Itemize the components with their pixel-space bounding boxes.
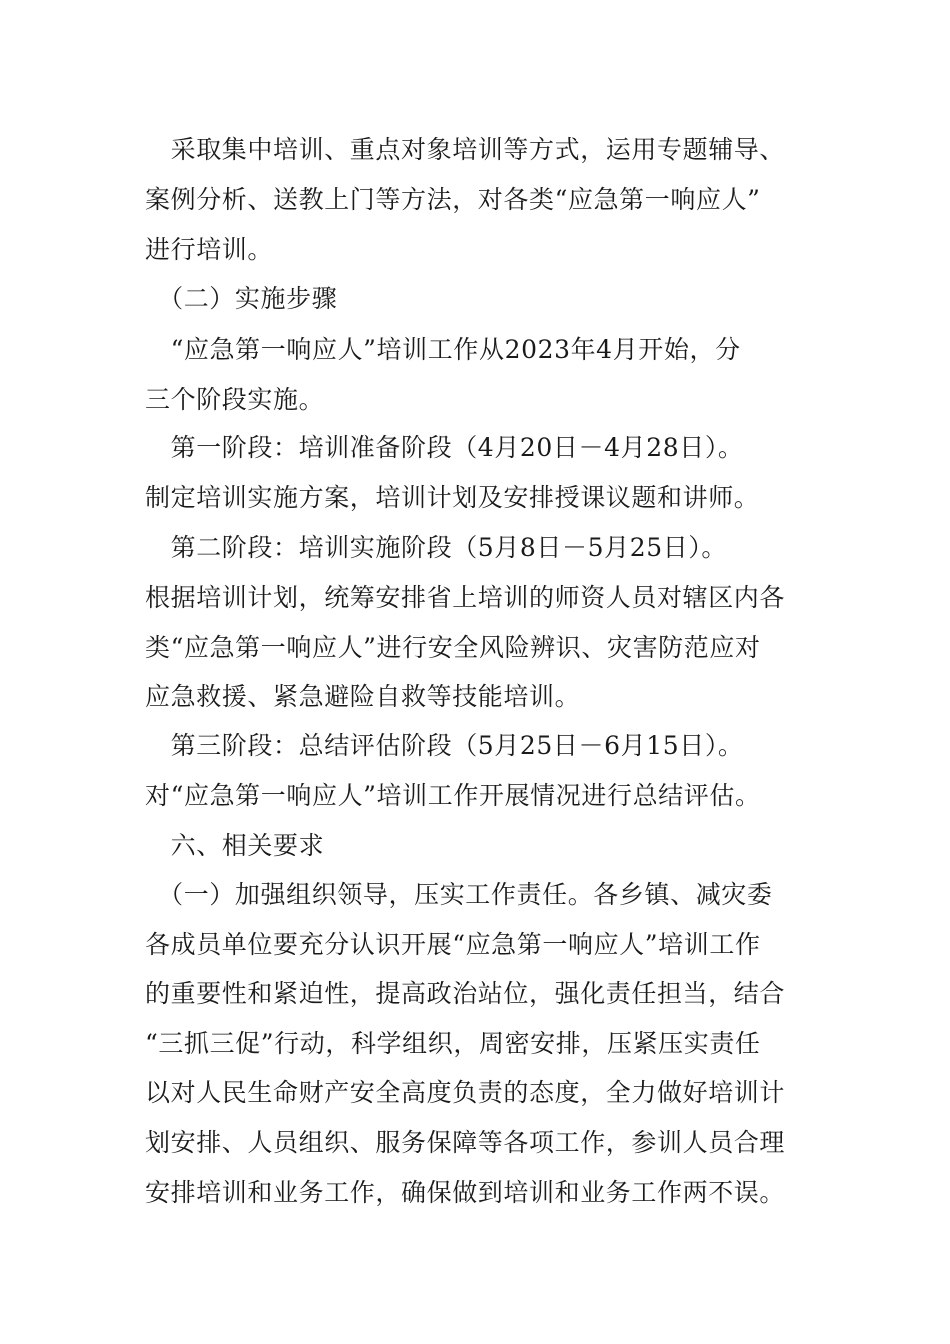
- paragraph-line: 的重要性和紧迫性，提高政治站位，强化责任担当，结合: [145, 979, 786, 1008]
- paragraph-line: 三个阶段实施。: [145, 385, 325, 414]
- paragraph-line: 安排培训和业务工作，确保做到培训和业务工作两不误。: [145, 1178, 786, 1207]
- section-heading: 六、相关要求: [145, 831, 325, 860]
- paragraph-line: 第二阶段：培训实施阶段（5月8日－5月25日）。: [145, 533, 728, 562]
- paragraph-line: “应急第一响应人”培训工作从2023年4月开始，分: [145, 335, 741, 364]
- paragraph-line: 采取集中培训、重点对象培训等方式，运用专题辅导、: [145, 135, 786, 164]
- paragraph-line: 以对人民生命财产安全高度负责的态度，全力做好培训计: [145, 1078, 786, 1107]
- paragraph-line: 各成员单位要充分认识开展“应急第一响应人”培训工作: [145, 930, 761, 959]
- paragraph-line: 对“应急第一响应人”培训工作开展情况进行总结评估。: [145, 781, 761, 810]
- paragraph-line: 类“应急第一响应人”进行安全风险辨识、灾害防范应对: [145, 633, 761, 662]
- paragraph-line: （一）加强组织领导，压实工作责任。各乡镇、减灾委: [145, 880, 773, 909]
- paragraph-line: 划安排、人员组织、服务保障等各项工作，参训人员合理: [145, 1128, 786, 1157]
- paragraph-line: 应急救援、紧急避险自救等技能培训。: [145, 682, 581, 711]
- paragraph-line: “三抓三促”行动，科学组织，周密安排，压紧压实责任: [145, 1029, 761, 1058]
- paragraph-line: 根据培训计划，统筹安排省上培训的师资人员对辖区内各: [145, 583, 786, 612]
- section-heading: （二）实施步骤: [145, 284, 338, 313]
- paragraph-line: 进行培训。: [145, 235, 274, 264]
- paragraph-line: 案例分析、送教上门等方法，对各类“应急第一响应人”: [145, 185, 761, 214]
- paragraph-line: 第三阶段：总结评估阶段（5月25日－6月15日）。: [145, 731, 744, 760]
- paragraph-line: 制定培训实施方案，培训计划及安排授课议题和讲师。: [145, 483, 760, 512]
- paragraph-line: 第一阶段：培训准备阶段（4月20日－4月28日）。: [145, 433, 744, 462]
